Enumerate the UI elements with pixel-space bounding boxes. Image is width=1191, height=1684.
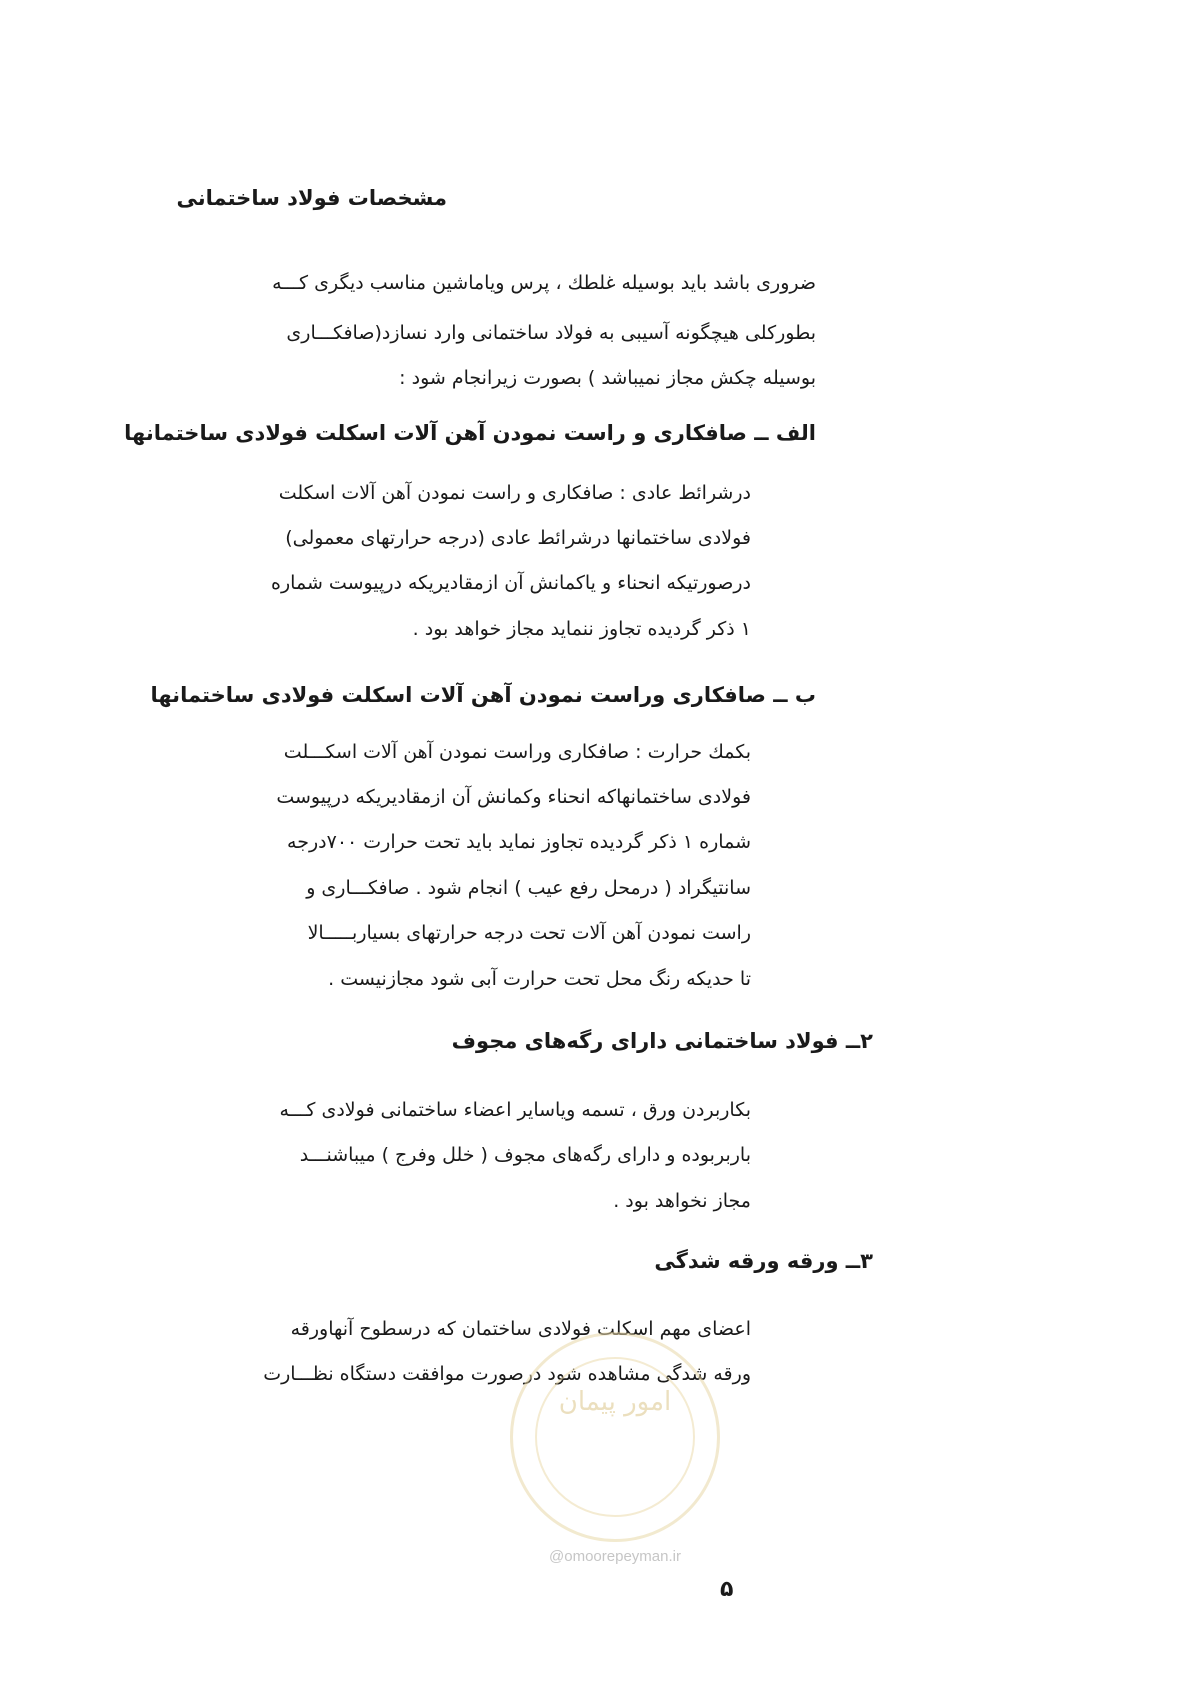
- watermark-logo-text: امور پیمان: [558, 1387, 672, 1417]
- section-be-line: راست نمودن آهن آلات تحت درجه حرارتهای بسیاربـــــالا: [307, 922, 751, 944]
- intro-line: ضروری باشد باید بوسیله غلطك ، پرس ویاماشین مناسب دیگری کـــه: [272, 272, 816, 294]
- section-alef-line: درشرائط عادی : صافکاری و راست نمودن آهن آلات اسکلت: [278, 482, 751, 504]
- page-number: ۵: [720, 1577, 734, 1602]
- section-alef-line: درصورتیکه انحناء و یاکمانش آن ازمقادیریکه درپیوست شماره: [271, 572, 751, 594]
- section-3-heading: ۳ــ ورقه ورقه شدگی: [654, 1249, 873, 1273]
- section-be-line: بکمك حرارت : صافکاری وراست نمودن آهن آلات اسکـــلت: [283, 741, 751, 763]
- watermark-url: @omoorepeyman.ir: [549, 1548, 681, 1565]
- section-be-heading: ب ــ صافکاری وراست نمودن آهن آلات اسکلت فولادی ساختمانها: [150, 683, 816, 707]
- section-2-line: بکاربردن ورق ، تسمه ویاسایر اعضاء ساختمانی فولادی کـــه: [279, 1099, 751, 1121]
- section-3-line: ورقه شدگی مشاهده شود درصورت موافقت دستگاه نظـــارت: [263, 1363, 751, 1385]
- intro-line: بطورکلی هیچگونه آسیبی به فولاد ساختمانی وارد نسازد(صافکـــاری: [286, 322, 816, 344]
- section-alef-line: ۱ ذکر گردیده تجاوز ننماید مجاز خواهد بود .: [412, 618, 751, 640]
- intro-line: بوسیله چکش مجاز نمیباشد ) بصورت زیرانجام شود :: [399, 367, 816, 389]
- section-alef-heading: الف ــ صافکاری و راست نمودن آهن آلات اسکلت فولادی ساختمانها: [124, 421, 816, 445]
- section-2-line: باربربوده و دارای رگه‌های مجوف ( خلل وفرج ) میباشنـــد: [299, 1144, 751, 1166]
- page-title: مشخصات فولاد ساختمانی: [176, 186, 447, 210]
- section-2-line: مجاز نخواهد بود .: [613, 1190, 751, 1212]
- section-3-line: اعضای مهم اسکلت فولادی ساختمان که درسطوح آنهاورقه: [290, 1318, 751, 1340]
- watermark-ring: [535, 1357, 695, 1517]
- watermark-logo: [510, 1332, 720, 1542]
- section-alef-line: فولادی ساختمانها درشرائط عادی (درجه حرارتهای معمولی): [285, 527, 751, 549]
- section-2-heading: ۲ــ فولاد ساختمانی دارای رگه‌های مجوف: [451, 1029, 873, 1053]
- section-be-line: شماره ۱ ذکر گردیده تجاوز نماید باید تحت حرارت ۷۰۰درجه: [287, 831, 751, 853]
- section-be-line: تا حدیکه رنگ محل تحت حرارت آبی شود مجازنیست .: [328, 968, 751, 990]
- section-be-line: سانتیگراد ( درمحل رفع عیب ) انجام شود . صافکـــاری و: [306, 877, 751, 899]
- section-be-line: فولادی ساختمانهاکه انحناء وکمانش آن ازمقادیریکه درپیوست: [276, 786, 751, 808]
